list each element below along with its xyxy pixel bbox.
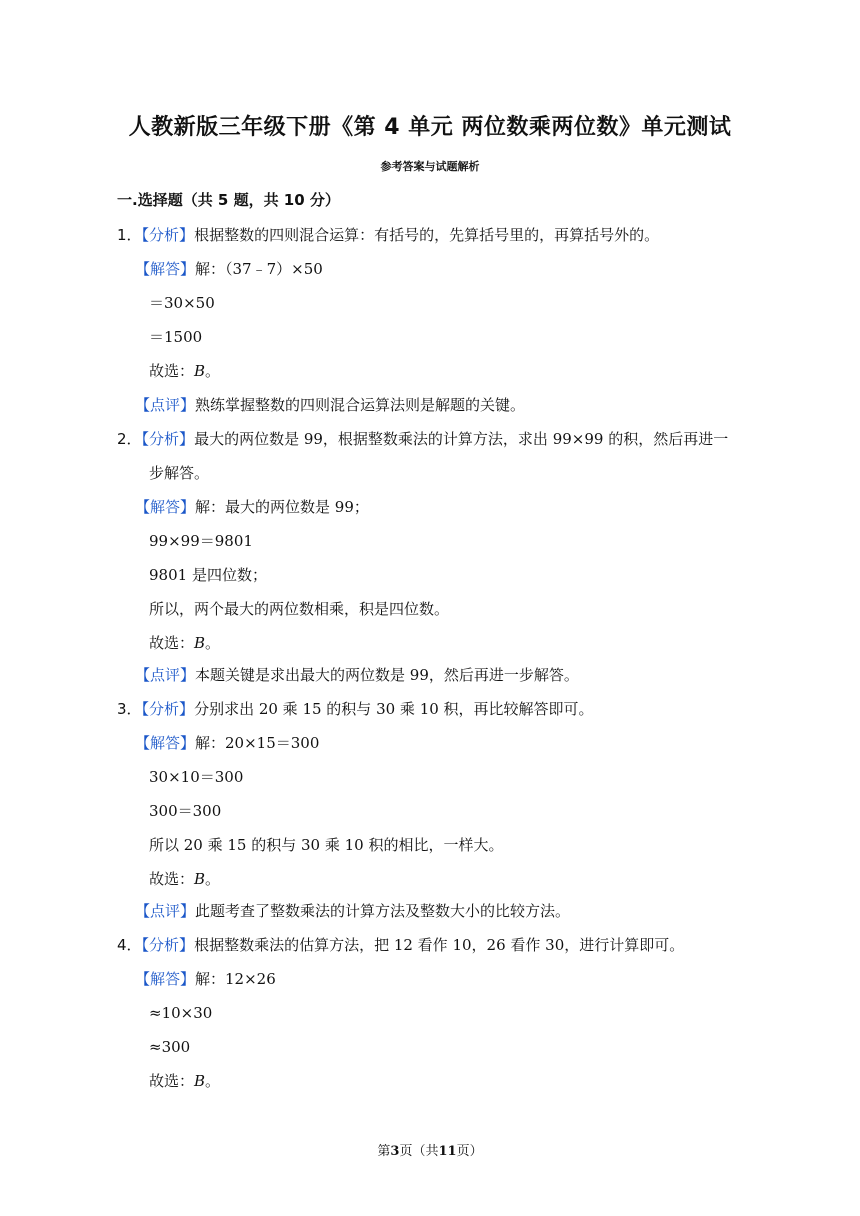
q2-choice-letter: B (194, 634, 206, 652)
q1-number: 1． (117, 226, 142, 244)
q1-answer-line (135, 259, 323, 279)
document-title: 人教新版三年级下册《第 4 单元 两位数乘两位数》单元测试 (128, 115, 732, 140)
q3-step-1: 30×10＝300 (149, 768, 244, 786)
q1-analysis-line (117, 225, 659, 245)
q1-answer-tag: 【解答】 (135, 260, 196, 278)
q3-choice: 故选：B。 (149, 870, 221, 888)
q1-step-1: ＝30×50 (149, 294, 215, 312)
q2-number: 2． (117, 430, 142, 448)
q3-choice-letter: B (194, 870, 206, 888)
q2-analysis-line-2: 步解答。 (149, 464, 210, 482)
q3-analysis-tag: 【分析】 (141, 700, 195, 718)
q4-step-2: ≈300 (149, 1038, 191, 1056)
q2-answer-tag: 【解答】 (135, 498, 196, 516)
q4-answer-tag: 【解答】 (135, 970, 196, 988)
q2-analysis-text: 最大的两位数是 99，根据整数乘法的计算方法，求出 99×99 的积，然后再进一 (194, 430, 729, 448)
q4-analysis-text: 根据整数乘法的估算方法，把 12 看作 10，26 看作 30，进行计算即可。 (194, 936, 685, 954)
q2-analysis-line (117, 429, 728, 449)
q3-step-2: 300＝300 (149, 802, 222, 820)
page-footer: 第3页（共11页） (377, 1144, 483, 1159)
q4-choice-letter: B (194, 1072, 206, 1090)
q4-choice: 故选：B。 (149, 1072, 221, 1090)
section-heading: 一.选择题（共 5 题，共 10 分） (117, 191, 340, 209)
q2-step-1: 99×99＝9801 (149, 532, 253, 550)
q1-step-2: ＝1500 (149, 328, 203, 346)
page-number: 3 (390, 1144, 400, 1159)
q3-comment-tag: 【点评】 (135, 902, 196, 920)
q2-comment-text: 本题关键是求出最大的两位数是 99，然后再进一步解答。 (195, 666, 579, 684)
q2-comment-line (135, 665, 579, 685)
q1-comment-tag: 【点评】 (135, 396, 196, 414)
q3-answer-tag: 【解答】 (135, 734, 196, 752)
q3-comment-text: 此题考查了整数乘法的计算方法及整数大小的比较方法。 (195, 902, 571, 920)
q1-analysis-text: 根据整数的四则混合运算：有括号的，先算括号里的，再算括号外的。 (194, 226, 660, 244)
q2-comment-tag: 【点评】 (135, 666, 196, 684)
q3-analysis-text: 分别求出 20 乘 15 的积与 30 乘 10 积，再比较解答即可。 (194, 700, 594, 718)
q2-answer-line (135, 497, 369, 517)
q1-analysis-tag: 【分析】 (141, 226, 195, 244)
q4-number: 4． (117, 936, 142, 954)
q3-step-3: 所以 20 乘 15 的积与 30 乘 10 积的相比，一样大。 (149, 836, 504, 854)
q1-comment-text: 熟练掌握整数的四则混合运算法则是解题的关键。 (195, 396, 526, 414)
q4-analysis-line (117, 935, 684, 955)
q3-answer-line (135, 733, 319, 753)
q4-analysis-tag: 【分析】 (141, 936, 195, 954)
q4-answer-line (135, 969, 276, 989)
q4-answer-intro: 解：12×26 (195, 970, 276, 988)
q2-choice: 故选：B。 (149, 634, 221, 652)
q1-comment-line (135, 395, 525, 415)
q1-choice-letter: B (194, 362, 206, 380)
q2-analysis-tag: 【分析】 (141, 430, 195, 448)
q3-number: 3． (117, 700, 142, 718)
page-total: 11 (438, 1144, 457, 1159)
q2-answer-intro: 解：最大的两位数是 99； (195, 498, 369, 516)
q2-step-3: 所以，两个最大的两位数相乘，积是四位数。 (149, 600, 450, 618)
q2-step-2: 9801 是四位数； (149, 566, 267, 584)
q1-answer-intro: 解：（37﹣7）×50 (195, 260, 323, 278)
q3-analysis-line (117, 699, 594, 719)
q1-choice: 故选：B。 (149, 362, 221, 380)
q3-comment-line (135, 901, 570, 921)
q3-answer-intro: 解：20×15＝300 (195, 734, 320, 752)
q4-step-1: ≈10×30 (149, 1004, 213, 1022)
document-subtitle: 参考答案与试题解析 (380, 160, 480, 173)
